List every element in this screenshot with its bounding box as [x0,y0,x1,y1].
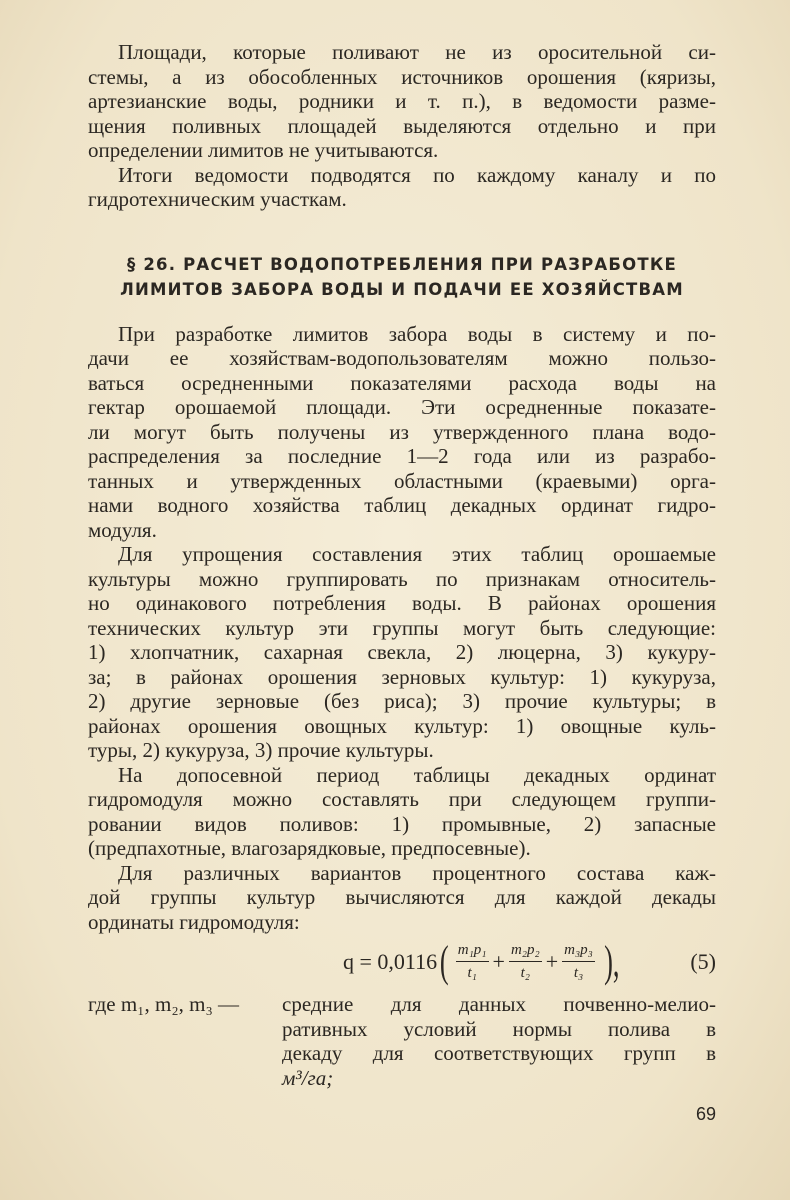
text-line: танных и утвержденных областными (краевыми) орга- [88,468,716,493]
equation-number: (5) [690,949,716,974]
fraction [562,942,595,982]
text-line: культуры можно группировать по признакам относитель- [88,566,716,591]
text-line: На допосевной период таблицы декадных ординат [118,762,716,787]
plus-sign: + [545,949,559,974]
definition-line: ративных условий нормы полива в [282,1016,716,1041]
paragraph [88,763,716,861]
denominator: t₁ [467,965,477,981]
text-line: нами водного хозяйства таблиц декадных ординат гидро- [88,493,716,517]
text-line: ординаты гидромодуля: [88,909,300,934]
paragraph [88,40,716,163]
text-line: стемы, а из обособленных источников орошения (кяризы, [88,64,716,89]
text-line: распределения за последние 1—2 года или из разрабо- [88,444,716,468]
text-line: щения поливных площадей выделяются отдельно и при [88,113,716,138]
text-line: ли могут быть получены из утвержденного плана водо- [88,419,716,444]
text-line: гидромодуля можно составлять при следующем группи- [88,787,716,811]
formula [88,938,716,986]
formula-open-paren: ( [440,937,449,986]
text-line: гидротехническим участкам. [88,187,347,211]
text-line: 1) хлопчатник, сахарная свекла, 2) люцерна, 3) кукуру- [88,640,716,664]
text-line: но одинакового потребления воды. В районах орошения [88,591,716,615]
denominator: t₂ [520,965,531,981]
numerator: m₁p₁ [456,942,489,962]
heading-line: § 26. РАСЧЕТ ВОДОПОТРЕБЛЕНИЯ ПРИ РАЗРАБОТКЕ [126,254,678,274]
plus-sign: + [492,949,505,974]
text-line: технических культур эти группы могут быть следующие: [88,615,716,640]
text-line: дачи ее хозяйствам-водопользователям можно пользо- [88,346,716,370]
paragraph [88,322,716,543]
denominator: t₃ [573,965,584,981]
text-line: Итоги ведомости подводятся по каждому каналу и по [118,162,716,187]
paragraph [88,861,716,935]
section-heading [88,252,716,302]
text-line: гектар орошаемой площади. Эти осредненные показате- [88,395,716,419]
text-line: Для различных вариантов процентного состава каж- [118,860,716,885]
paragraph [88,542,716,763]
fraction [509,942,542,982]
text-line: Площади, которые поливают не из оросительной си- [118,40,716,64]
text-line: дой группы культур вычисляются для каждой декады [88,885,716,909]
definition-line: декаду для соответствующих групп в [282,1041,716,1065]
where-variables: где m₁, m₂, m₃ — [88,992,240,1016]
text-line: Для упрощения составления этих таблиц орошаемые [118,542,716,566]
text-line: 2) другие зерновые (без риса); 3) прочие культуры; в [88,689,716,713]
text-line: (предпахотные, влагозарядковые, предпосевные). [88,836,531,860]
fraction [456,942,489,982]
heading-line: ЛИМИТОВ ЗАБОРА ВОДЫ И ПОДАЧИ ЕЕ ХОЗЯЙСТВАМ [120,279,684,299]
paragraph [88,163,716,212]
text-line: за; в районах орошения зерновых культур: 1) кукуруза, [88,664,716,689]
formula-lhs: q = 0,0116 [343,949,438,974]
numerator: m₃p₃ [562,942,595,962]
text-line: ровании видов поливов: 1) промывные, 2) запасные [88,811,716,836]
page-number: 69 [695,1104,716,1124]
text-line: модуля. [88,517,157,542]
text-line: артезианские воды, родники и т. п.), в ведомости разме- [88,89,716,113]
text-line: При разработке лимитов забора воды в систему и по- [118,321,716,346]
text-line: определении лимитов не учитываются. [88,138,439,162]
formula-close-paren: ), [604,937,620,986]
text-line: ваться осредненными показателями расхода воды на [88,370,716,395]
numerator: m₂p₂ [509,942,542,962]
definition-line: м³/га; [282,1065,334,1090]
variable-definition [88,992,716,1090]
text-line: районах орошения овощных культур: 1) овощные куль- [88,713,716,738]
text-line: туры, 2) кукуруза, 3) прочие культуры. [88,738,434,762]
definition-line: средние для данных почвенно-мелио- [282,992,716,1016]
